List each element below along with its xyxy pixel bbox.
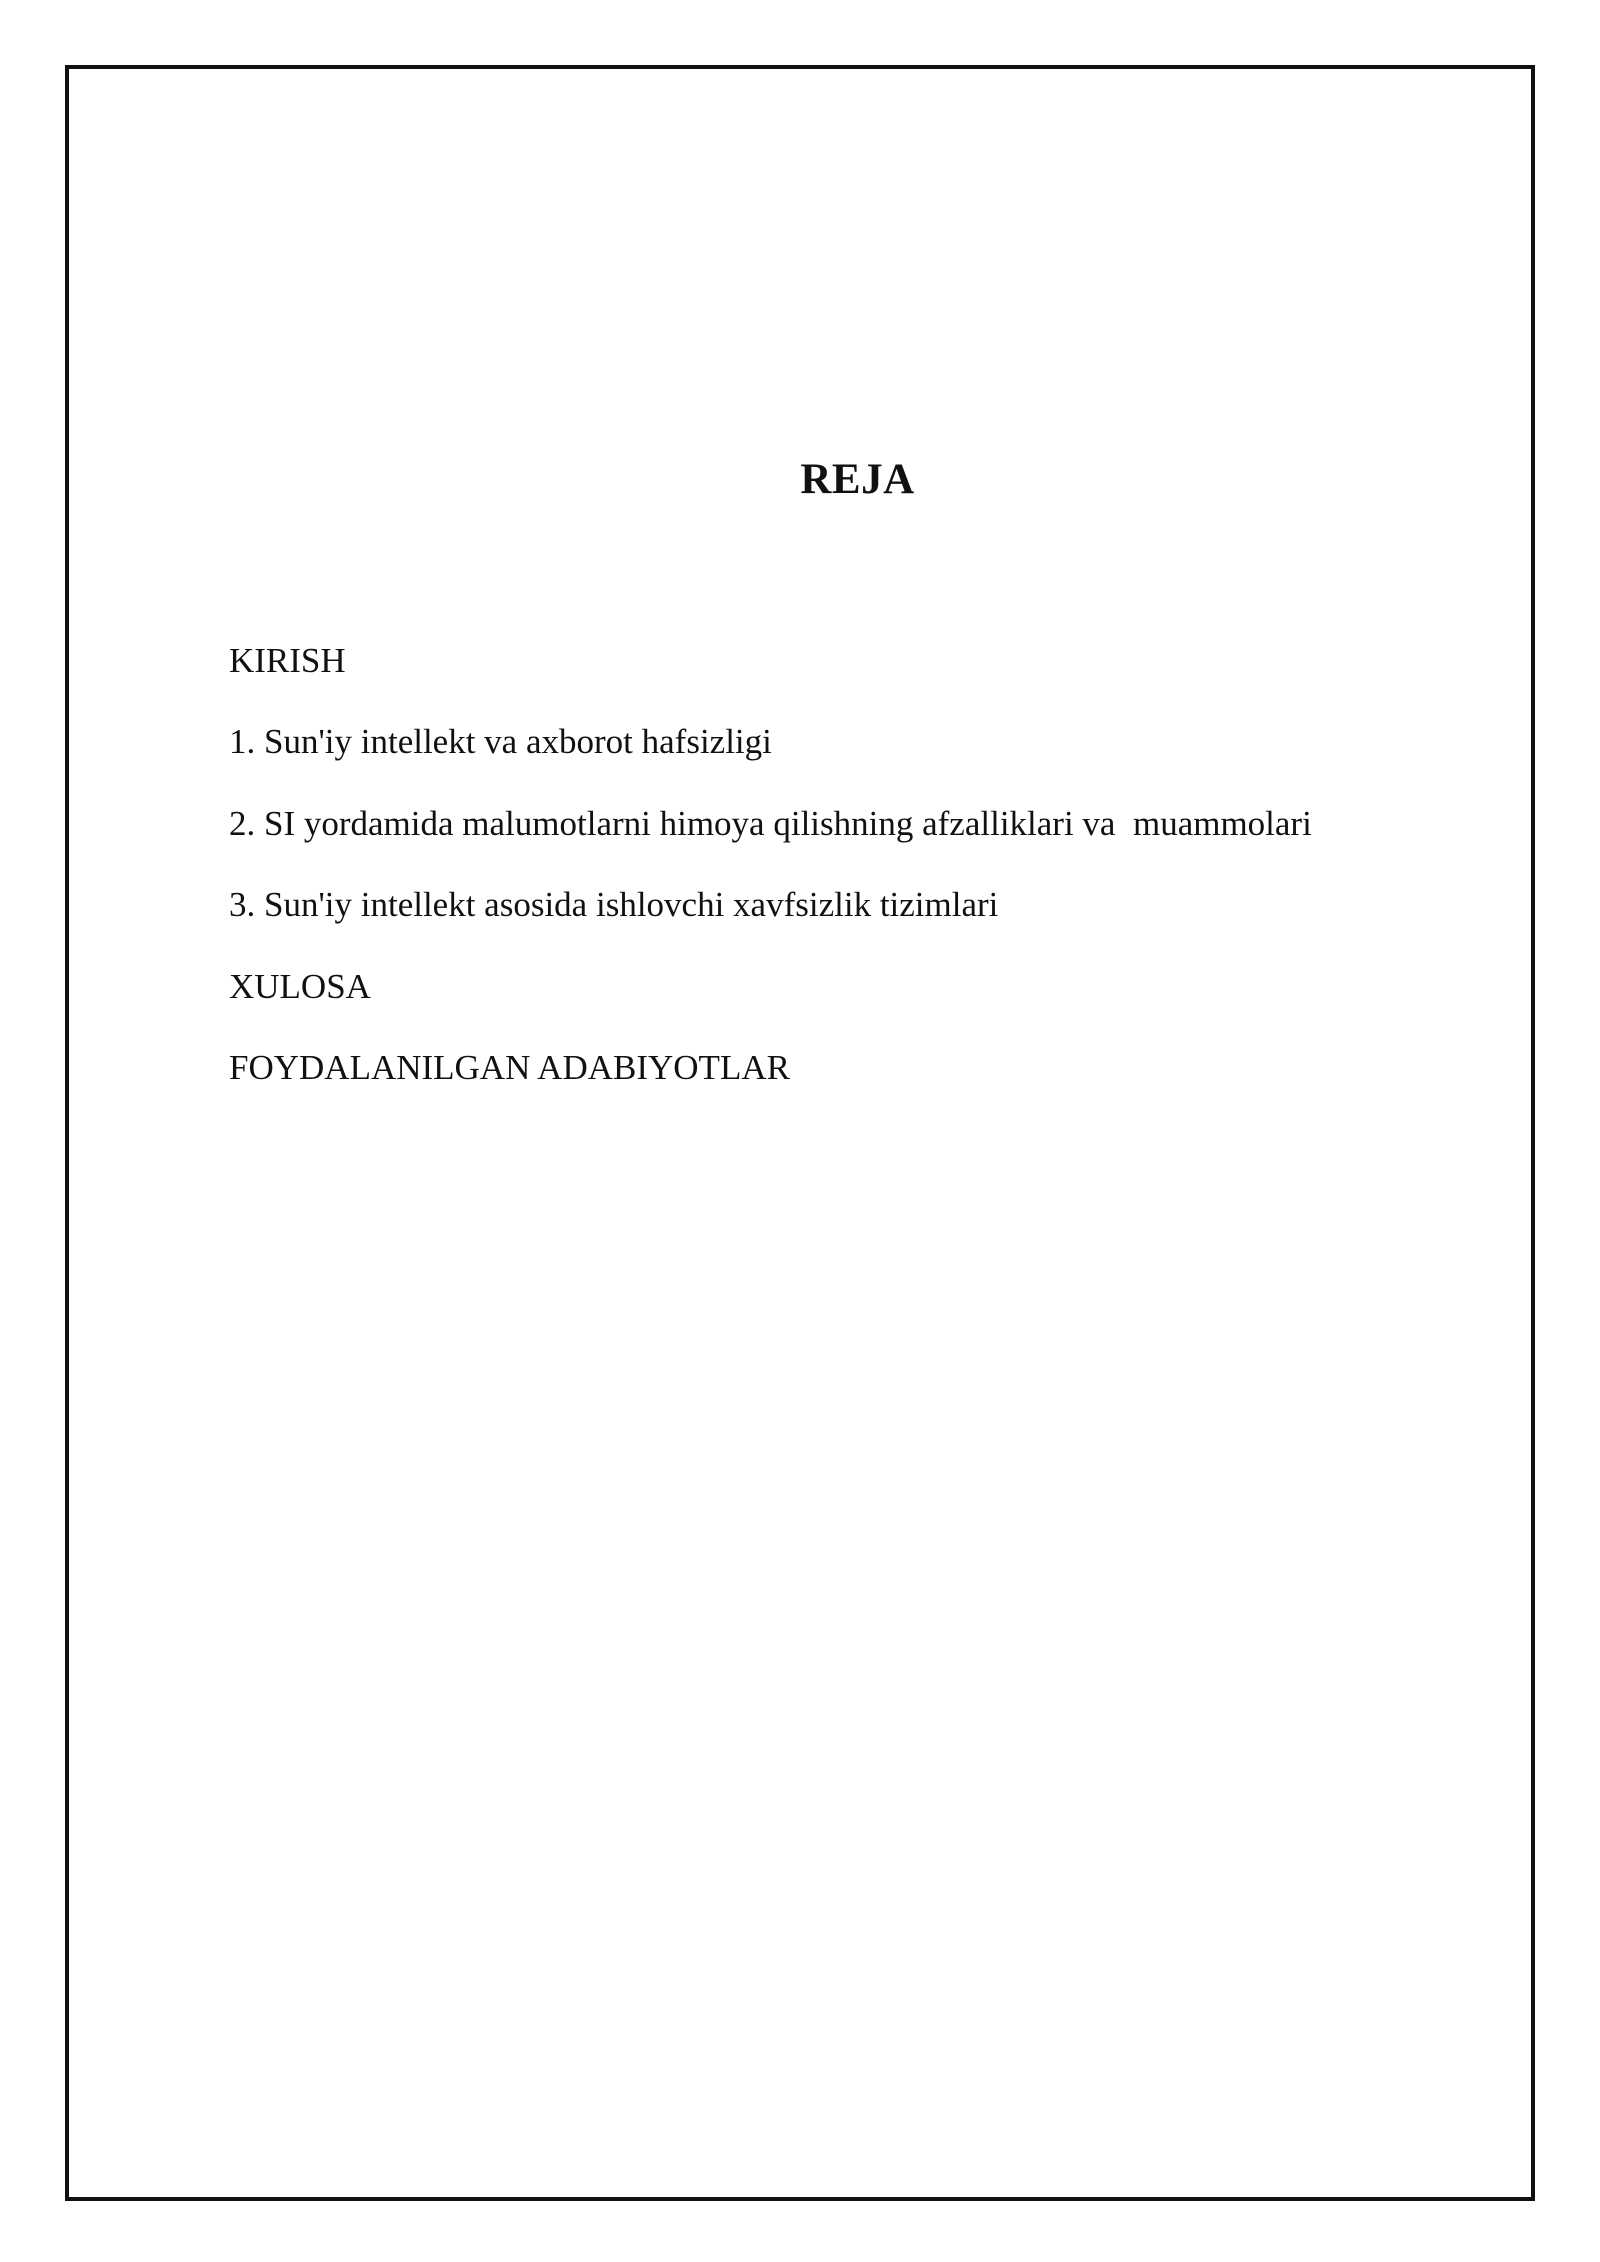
plan-item-references: FOYDALANILGAN ADABIYOTLAR <box>229 1047 790 1087</box>
plan-item-section-1: 1. Sun'iy intellekt va axborot hafsizligi <box>229 722 772 762</box>
page-border <box>65 65 1535 2201</box>
plan-item-section-3: 3. Sun'iy intellekt asosida ishlovchi xavfsizlik tizimlari <box>229 885 999 925</box>
plan-item-introduction: KIRISH <box>229 641 346 680</box>
plan-item-section-2: 2. SI yordamida malumotlarni himoya qilishning afzalliklari va muammolari <box>229 803 1312 843</box>
page-title: REJA <box>800 456 915 503</box>
plan-item-conclusion: XULOSA <box>229 966 371 1006</box>
plan-list <box>229 640 1312 1128</box>
